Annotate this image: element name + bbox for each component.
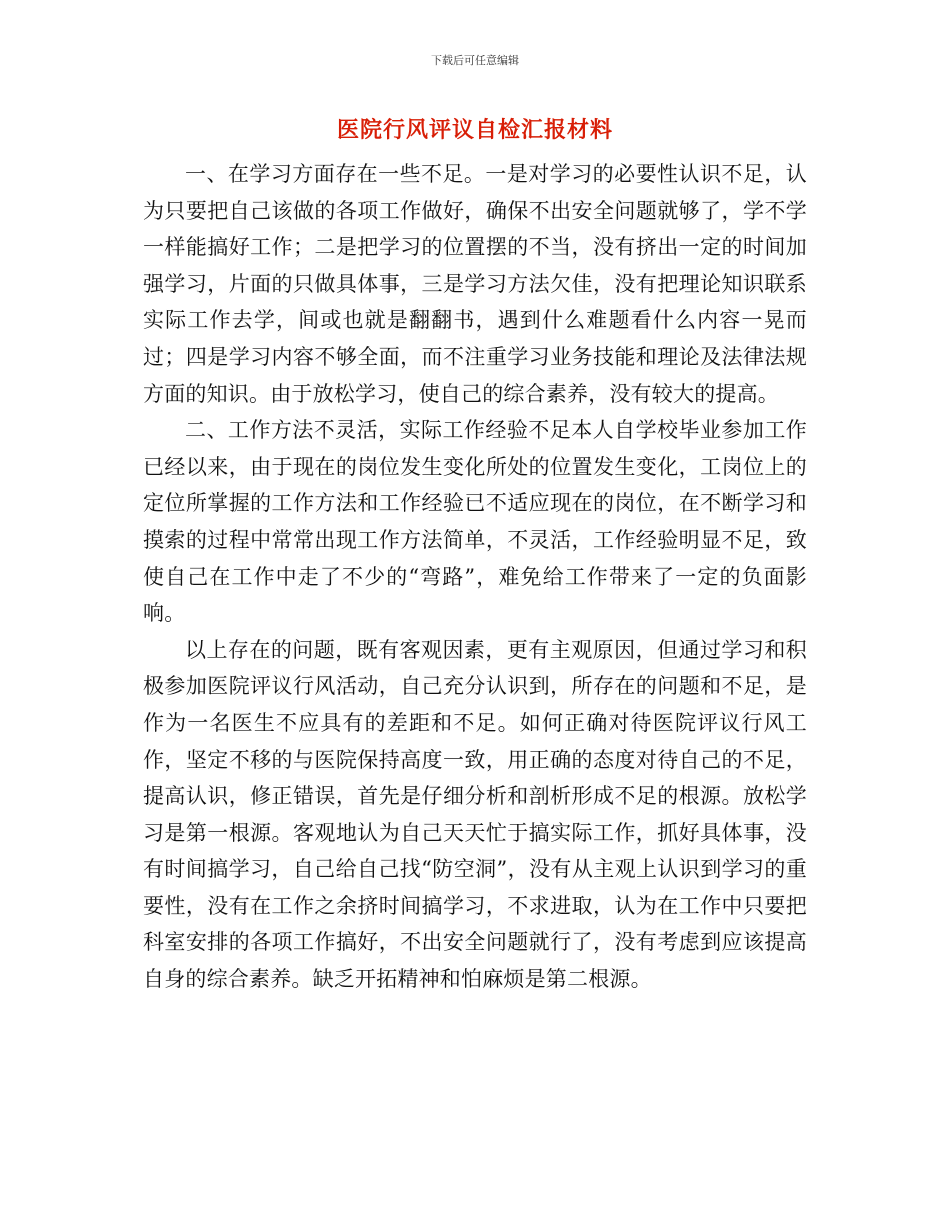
paragraph-2: 二、工作方法不灵活，实际工作经验不足本人自学校毕业参加工作已经以来，由于现在的岗位发生变化所处的位置发生变化，工岗位上的定位所掌握的工作方法和工作经验已不适应现在的岗位，在不断学习和摸索的过程中常常出现工作方法简单，不灵活，工作经验明显不足，致使自己在工作中走了不少的“弯路”，难免给工作带来了一定的负面影响。 [143,418,807,626]
paragraph-1: 一、在学习方面存在一些不足。一是对学习的必要性认识不足，认为只要把自己该做的各项工作做好，确保不出安全问题就够了，学不学一样能搞好工作；二是把学习的位置摆的不当，没有挤出一定的时间加强学习，片面的只做具体事，三是学习方法欠佳，没有把理论知识联系实际工作去学，间或也就是翻翻书，遇到什么难题看什么内容一晃而过；四是学习内容不够全面，而不注重学习业务技能和理论及法律法规方面的知识。由于放松学习，使自己的综合素养，没有较大的提高。 [143,162,807,406]
document-title: 医院行风评议自检汇报材料 [336,117,613,143]
paragraph-3: 以上存在的问题，既有客观因素，更有主观原因，但通过学习和积极参加医院评议行风活动，自己充分认识到，所存在的问题和不足，是作为一名医生不应具有的差距和不足。如何正确对待医院评议行风工作，坚定不移的与医院保持高度一致，用正确的态度对待自己的不足，提高认识，修正错误，首先是仔细分析和剖析形成不足的根源。放松学习是第一根源。客观地认为自己天天忙于搞实际工作，抓好具体事，没有时间搞学习，自己给自己找“防空洞”，没有从主观上认识到学习的重要性，没有在工作之余挤时间搞学习，不求进取，认为在工作中只要把科室安排的各项工作搞好，不出安全问题就行了，没有考虑到应该提高自身的综合素养。缺乏开拓精神和怕麻烦是第二根源。 [143,637,807,992]
document-body [143,156,807,998]
page-header-note: 下载后可任意编辑 [431,54,519,67]
